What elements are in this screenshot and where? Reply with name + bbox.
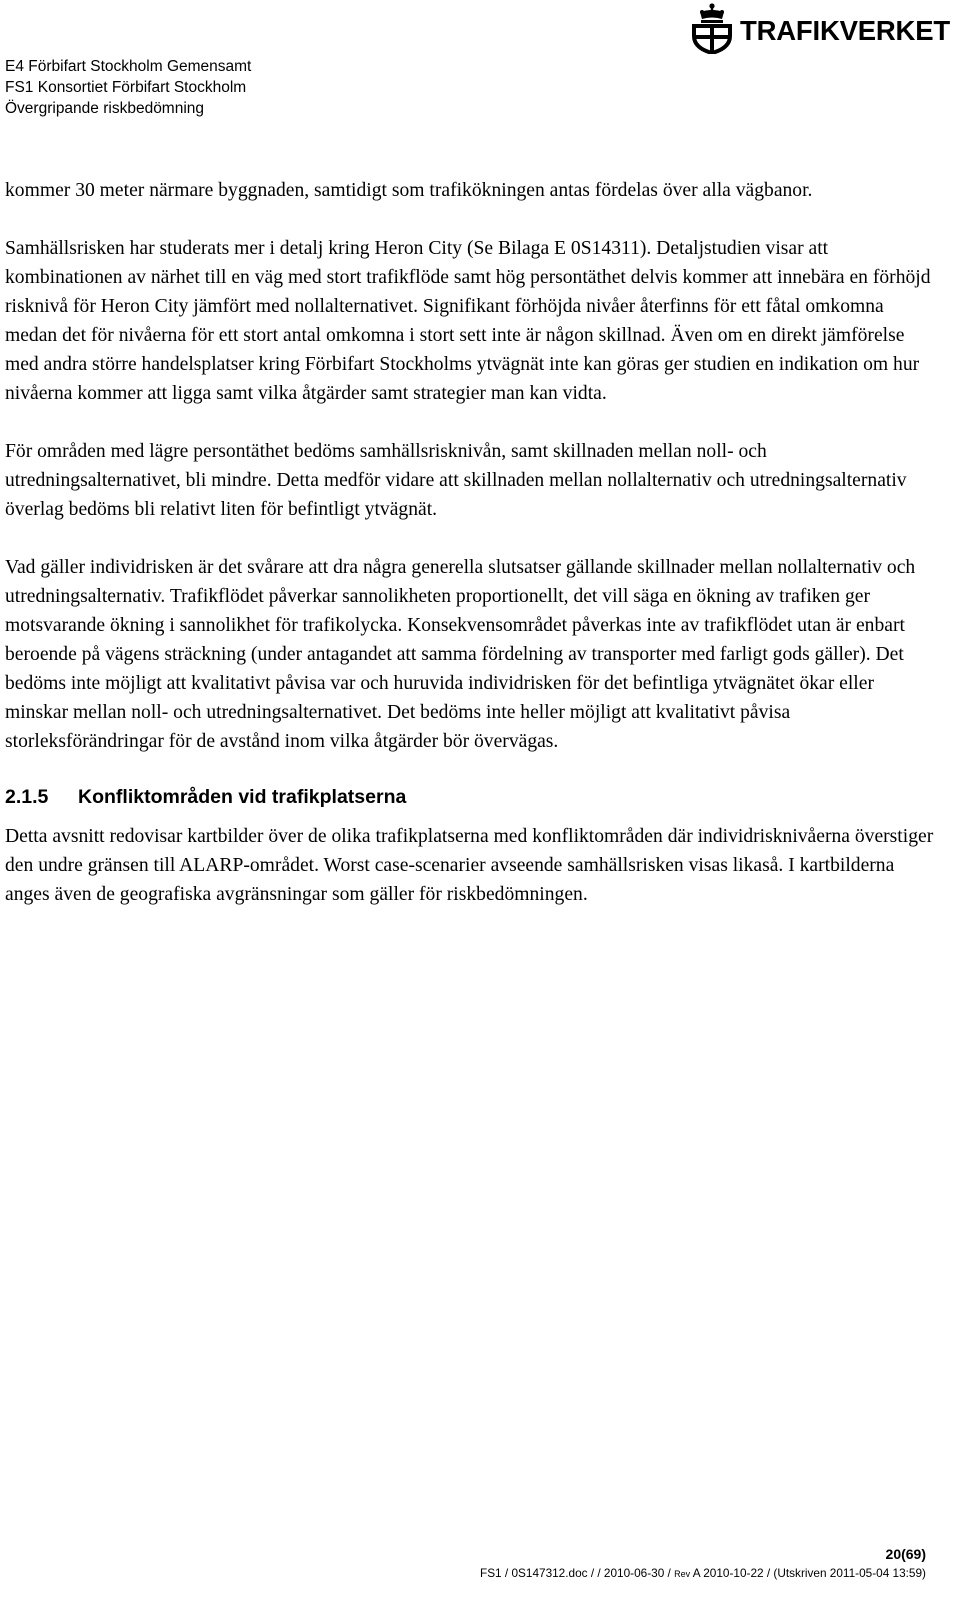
reference-revision-print: A 2010-10-22 / (Utskriven 2011-05-04 13:59): [690, 1566, 926, 1580]
reference-file-date: FS1 / 0S147312.doc / / 2010-06-30 /: [479, 1566, 675, 1580]
header-document-title: Övergripande riskbedömning: [5, 100, 205, 117]
trafikverket-logo: [690, 0, 955, 56]
paragraph-lower-density: För områden med lägre persontäthet bedöms samhällsrisknivån, samt skillnaden mellan noll- och utredningsalternativet, bli mindre. Detta medför vidare att skillnaden mellan nollalternativ och utredningsalternativ överlag bedöms bli relativt liten för befintligt ytvägnät.: [5, 441, 907, 520]
document-body: [5, 176, 940, 938]
document-reference: [480, 1566, 926, 1580]
section-number: 2.1.5: [5, 786, 49, 808]
paragraph-individual-risk: Vad gäller individrisken är det svårare att dra några generella slutsatser gällande skillnader mellan nollalternativ och utredningsalternativ. Trafikflödet påverkar sannolikheten proportionellt, det vill säga en ökning av trafiken ger motsvarande ökning i sannolikhet för trafikolycka. Konsekvensområdet påverkas inte av trafikflödet utan är enbart beroende på vägens sträckning (under antagandet att samma fördelning av transporter med farligt gods gäller). Det bedöms inte möjligt att kvalitativt påvisa var och huruvida individrisken för det befintliga ytvägnätet ökar eller minskar mellan noll- och utredningsalternativet. Det bedöms inte heller möjligt att kvalitativt påvisa storleksförändringar för de avstånd inom vilka åtgärder bör övervägas.: [5, 557, 916, 752]
paragraph-section-intro: Detta avsnitt redovisar kartbilder över de olika trafikplatserna med konfliktområden där individrisknivåerna överstiger den undre gränsen till ALARP-området. Worst case-scenarier avseende samhällsrisken visas likaså. I kartbilderna anges även de geografiska avgränsningar som gäller för riskbedömningen.: [5, 826, 934, 905]
document-header: [5, 56, 565, 119]
page-number: 20(69): [885, 1546, 926, 1562]
logo-wordmark: TRAFIKVERKET: [740, 15, 950, 46]
header-consortium: FS1 Konsortiet Förbifart Stockholm: [5, 79, 247, 96]
section-heading: [5, 785, 940, 809]
header-project: E4 Förbifart Stockholm Gemensamt: [5, 58, 252, 75]
paragraph-heron-city: Samhällsrisken har studerats mer i detalj kring Heron City (Se Bilaga E 0S14311). Detaljstudien visar att kombinationen av närhet till en väg med stort trafikflöde samt hög persontäthet delvis kommer att innebära en förhöjd risknivå för Heron City jämfört med nollalternativet. Signifikant förhöjda nivåer återfinns för ett fåtal omkomna medan det för nivåerna för ett stort antal omkomna i stort sett inte är någon skillnad. Även om en direkt jämförelse med andra större handelsplatser kring Förbifart Stockholms ytvägnät inte kan göras ger studien en indikation om hur nivåerna kommer att ligga samt vilka åtgärder samt strategier man kan vidta.: [5, 238, 931, 404]
crown-emblem-icon: [690, 2, 734, 54]
reference-rev-label: Rev: [674, 1569, 691, 1579]
section-title: Konfliktområden vid trafikplatserna: [78, 786, 407, 808]
paragraph-continuation: kommer 30 meter närmare byggnaden, samtidigt som trafikökningen antas fördelas över alla vägbanor.: [5, 180, 813, 201]
